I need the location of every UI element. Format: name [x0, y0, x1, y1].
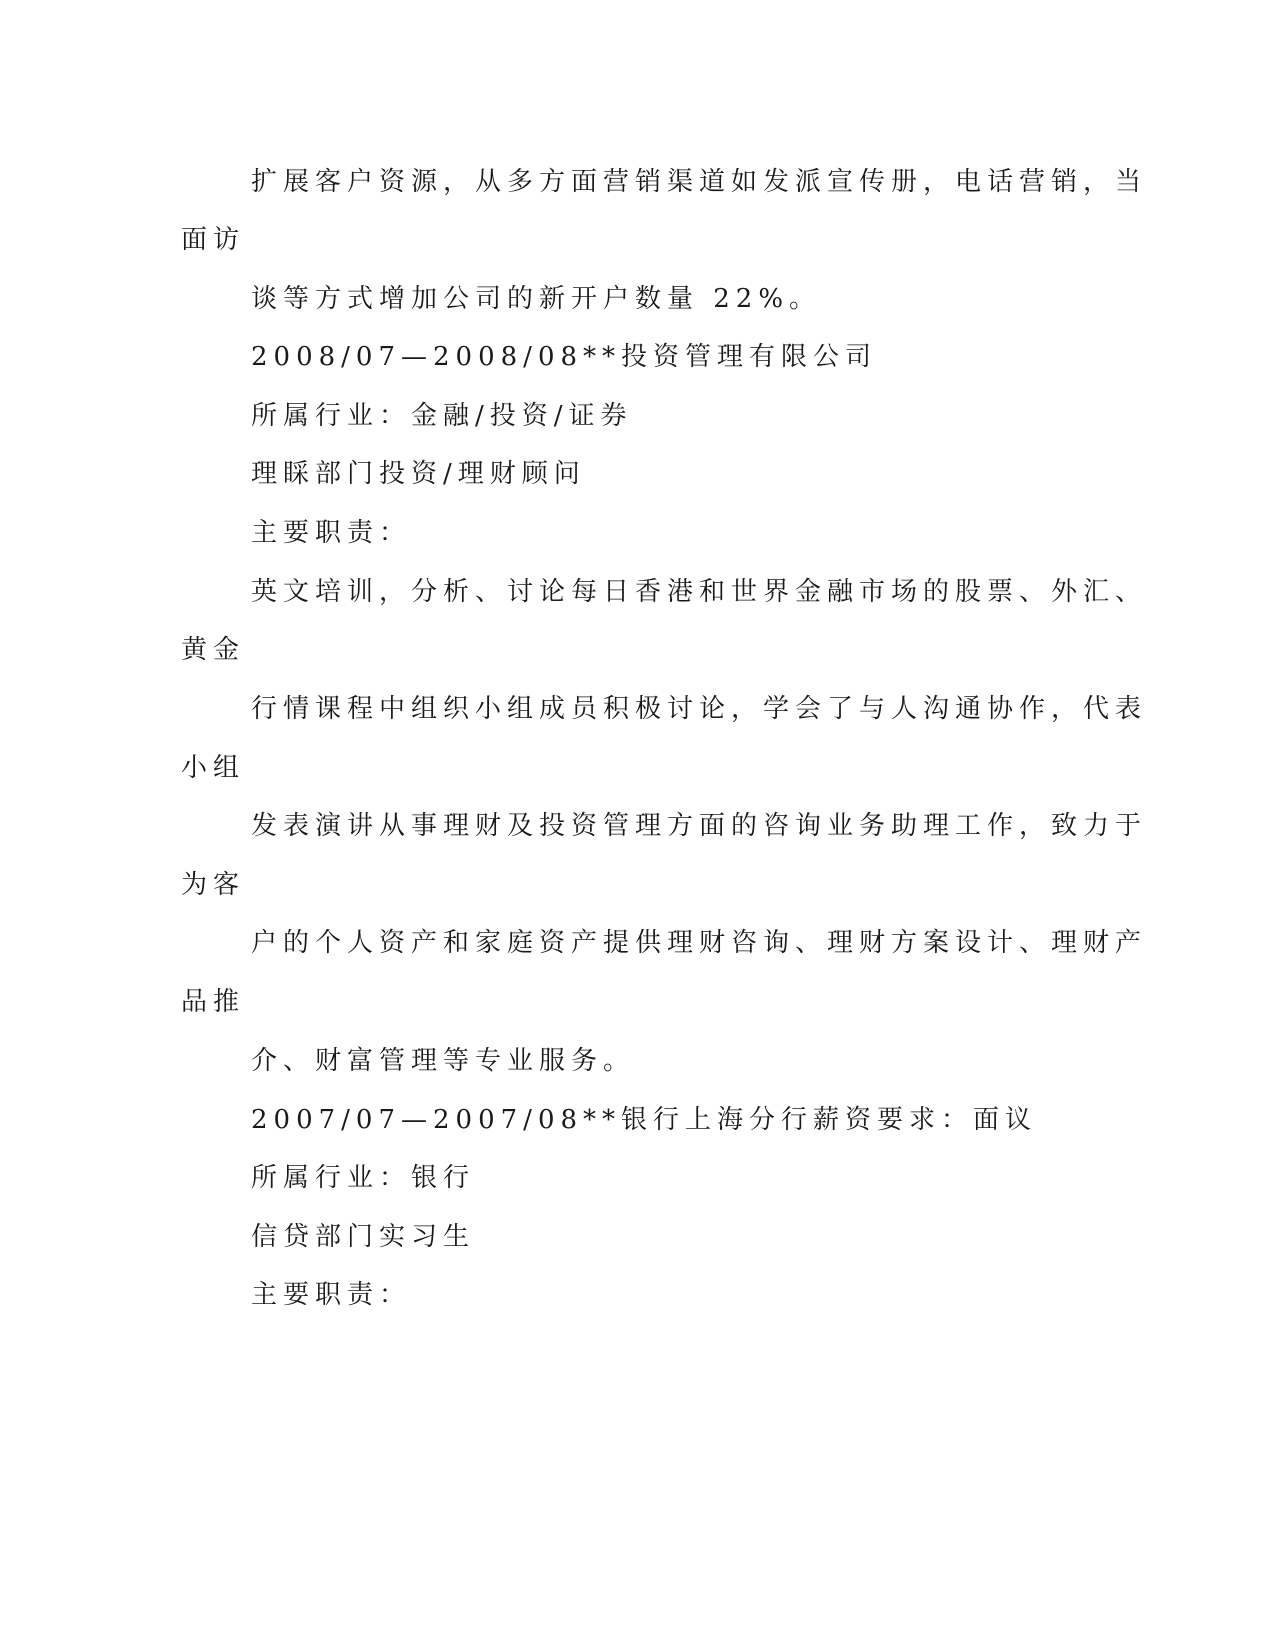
job-entry-heading: 2007/07—2007/08**银行上海分行薪资要求：面议	[251, 1105, 1038, 1135]
industry-line: 所属行业：金融/投资/证券	[251, 401, 633, 431]
body-line: 面访	[181, 225, 246, 255]
body-line: 扩展客户资源，从多方面营销渠道如发派宣传册，电话营销，当	[251, 167, 1148, 197]
department-line: 理睬部门投资/理财顾问	[251, 459, 586, 489]
body-line: 谈等方式增加公司的新开户数量 22%。	[251, 284, 822, 314]
body-line: 品推	[181, 987, 246, 1017]
body-line: 介、财富管理等专业服务。	[251, 1046, 636, 1076]
body-line: 发表演讲从事理财及投资管理方面的咨询业务助理工作，致力于	[251, 811, 1148, 841]
body-line: 户的个人资产和家庭资产提供理财咨询、理财方案设计、理财产	[251, 928, 1148, 958]
body-line: 为客	[181, 870, 246, 900]
job-entry-heading: 2008/07—2008/08**投资管理有限公司	[251, 342, 878, 372]
body-line: 小组	[181, 753, 246, 783]
body-line: 英文培训，分析、讨论每日香港和世界金融市场的股票、外汇、	[251, 577, 1148, 607]
body-line: 黄金	[181, 635, 246, 665]
department-line: 信贷部门实习生	[251, 1222, 476, 1252]
industry-line: 所属行业：银行	[251, 1163, 476, 1193]
duties-label: 主要职责：	[251, 518, 412, 548]
body-line: 行情课程中组织小组成员积极讨论，学会了与人沟通协作，代表	[251, 694, 1148, 724]
duties-label: 主要职责：	[251, 1280, 412, 1310]
